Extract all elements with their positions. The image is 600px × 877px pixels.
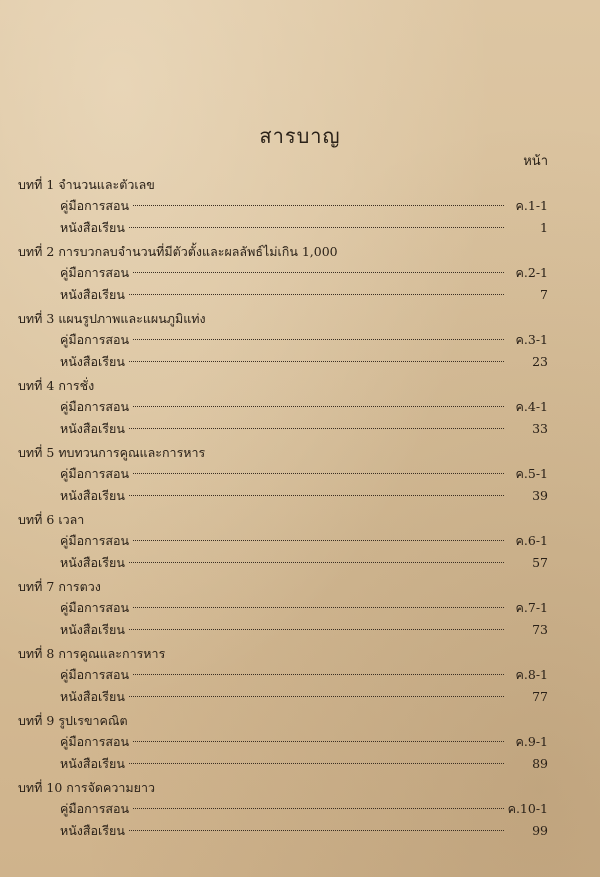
toc-entry-teacher-guide xyxy=(18,329,548,351)
entry-label: หนังสือเรียน xyxy=(60,286,125,302)
toc-entry-textbook xyxy=(18,753,548,775)
entry-label: คู่มือการสอน xyxy=(60,198,130,213)
dot-leader xyxy=(129,830,504,831)
entry-label: คู่มือการสอน xyxy=(60,600,130,615)
entry-label: คู่มือการสอน xyxy=(60,265,130,280)
entry-label: หนังสือเรียน xyxy=(60,688,125,704)
entry-page-number: ค.4-1 xyxy=(515,399,548,414)
dot-leader xyxy=(129,428,504,429)
dot-leader xyxy=(133,272,504,273)
dot-leader xyxy=(133,674,504,675)
entry-page-number: 77 xyxy=(532,688,548,704)
entry-label: คู่มือการสอน xyxy=(60,734,130,749)
dot-leader xyxy=(129,495,504,496)
toc-chapter xyxy=(18,375,548,439)
entry-label: หนังสือเรียน xyxy=(60,822,125,838)
dot-leader xyxy=(133,540,504,541)
toc-chapter xyxy=(18,308,548,372)
chapter-title: บทที่ 7 การตวง xyxy=(18,579,101,594)
dot-leader xyxy=(133,808,503,809)
entry-page-number: ค.6-1 xyxy=(515,533,548,548)
chapter-title: บทที่ 5 ทบทวนการคูณและการหาร xyxy=(18,445,206,460)
entry-label: หนังสือเรียน xyxy=(60,621,125,637)
dot-leader xyxy=(129,763,504,764)
entry-page-number: ค.10-1 xyxy=(507,801,548,816)
entry-label: คู่มือการสอน xyxy=(60,533,130,548)
dot-leader xyxy=(129,294,504,295)
toc-entry-textbook xyxy=(18,686,548,708)
toc-entry-textbook xyxy=(18,552,548,574)
page-title: สารบาญ xyxy=(259,124,341,148)
toc-entry-textbook xyxy=(18,820,548,842)
toc-entry-teacher-guide xyxy=(18,731,548,753)
entry-label: คู่มือการสอน xyxy=(60,466,130,481)
entry-page-number: 23 xyxy=(532,353,548,369)
dot-leader xyxy=(129,227,504,228)
table-of-contents xyxy=(18,174,548,844)
toc-chapter xyxy=(18,643,548,707)
entry-page-number: 89 xyxy=(532,755,548,771)
entry-label: คู่มือการสอน xyxy=(60,399,130,414)
dot-leader xyxy=(133,607,504,608)
toc-entry-textbook xyxy=(18,351,548,373)
toc-chapter xyxy=(18,509,548,573)
toc-chapter xyxy=(18,174,548,238)
entry-label: หนังสือเรียน xyxy=(60,420,125,436)
toc-entry-textbook xyxy=(18,418,548,440)
chapter-title: บทที่ 3 แผนรูปภาพและแผนภูมิแท่ง xyxy=(18,311,206,326)
toc-entry-teacher-guide xyxy=(18,463,548,485)
entry-page-number: 7 xyxy=(540,286,548,302)
entry-page-number: ค.7-1 xyxy=(515,600,548,615)
entry-page-number: ค.1-1 xyxy=(515,198,548,213)
entry-label: คู่มือการสอน xyxy=(60,332,130,347)
dot-leader xyxy=(129,696,504,697)
toc-entry-teacher-guide xyxy=(18,597,548,619)
entry-page-number: 33 xyxy=(532,420,548,436)
entry-page-number: ค.9-1 xyxy=(515,734,548,749)
entry-label: คู่มือการสอน xyxy=(60,801,130,816)
dot-leader xyxy=(129,562,504,563)
entry-page-number: 1 xyxy=(540,219,548,235)
toc-chapter xyxy=(18,576,548,640)
toc-entry-textbook xyxy=(18,485,548,507)
entry-label: หนังสือเรียน xyxy=(60,554,125,570)
dot-leader xyxy=(133,339,504,340)
toc-entry-teacher-guide xyxy=(18,396,548,418)
entry-page-number: 57 xyxy=(532,554,548,570)
chapter-title: บทที่ 4 การชั่ง xyxy=(18,378,95,393)
dot-leader xyxy=(133,741,504,742)
dot-leader xyxy=(129,629,504,630)
chapter-title: บทที่ 10 การจัดความยาว xyxy=(18,780,156,795)
page-column-header: หน้า xyxy=(523,154,548,169)
dot-leader xyxy=(133,473,504,474)
chapter-title: บทที่ 6 เวลา xyxy=(18,512,85,527)
toc-entry-textbook xyxy=(18,217,548,239)
toc-entry-teacher-guide xyxy=(18,798,548,820)
toc-entry-textbook xyxy=(18,284,548,306)
toc-entry-teacher-guide xyxy=(18,262,548,284)
entry-page-number: ค.5-1 xyxy=(515,466,548,481)
chapter-title: บทที่ 8 การคูณและการหาร xyxy=(18,646,166,661)
entry-label: หนังสือเรียน xyxy=(60,487,125,503)
dot-leader xyxy=(133,205,504,206)
toc-entry-teacher-guide xyxy=(18,195,548,217)
entry-page-number: 73 xyxy=(532,621,548,637)
toc-entry-teacher-guide xyxy=(18,530,548,552)
chapter-title: บทที่ 9 รูปเรขาคณิต xyxy=(18,713,128,728)
entry-page-number: ค.2-1 xyxy=(515,265,548,280)
chapter-title: บทที่ 1 จำนวนและตัวเลข xyxy=(18,177,155,192)
entry-page-number: 39 xyxy=(532,487,548,503)
dot-leader xyxy=(133,406,504,407)
entry-page-number: ค.8-1 xyxy=(515,667,548,682)
toc-chapter xyxy=(18,241,548,305)
entry-label: หนังสือเรียน xyxy=(60,219,125,235)
toc-chapter xyxy=(18,777,548,841)
toc-entry-textbook xyxy=(18,619,548,641)
toc-entry-teacher-guide xyxy=(18,664,548,686)
entry-label: คู่มือการสอน xyxy=(60,667,130,682)
entry-page-number: ค.3-1 xyxy=(515,332,548,347)
entry-label: หนังสือเรียน xyxy=(60,755,125,771)
entry-page-number: 99 xyxy=(532,822,548,838)
entry-label: หนังสือเรียน xyxy=(60,353,125,369)
toc-chapter xyxy=(18,442,548,506)
dot-leader xyxy=(129,361,504,362)
chapter-title: บทที่ 2 การบวกลบจำนวนที่มีตัวตั้งและผลลัพธ์ไม่เกิน 1,000 xyxy=(18,244,338,259)
toc-chapter xyxy=(18,710,548,774)
